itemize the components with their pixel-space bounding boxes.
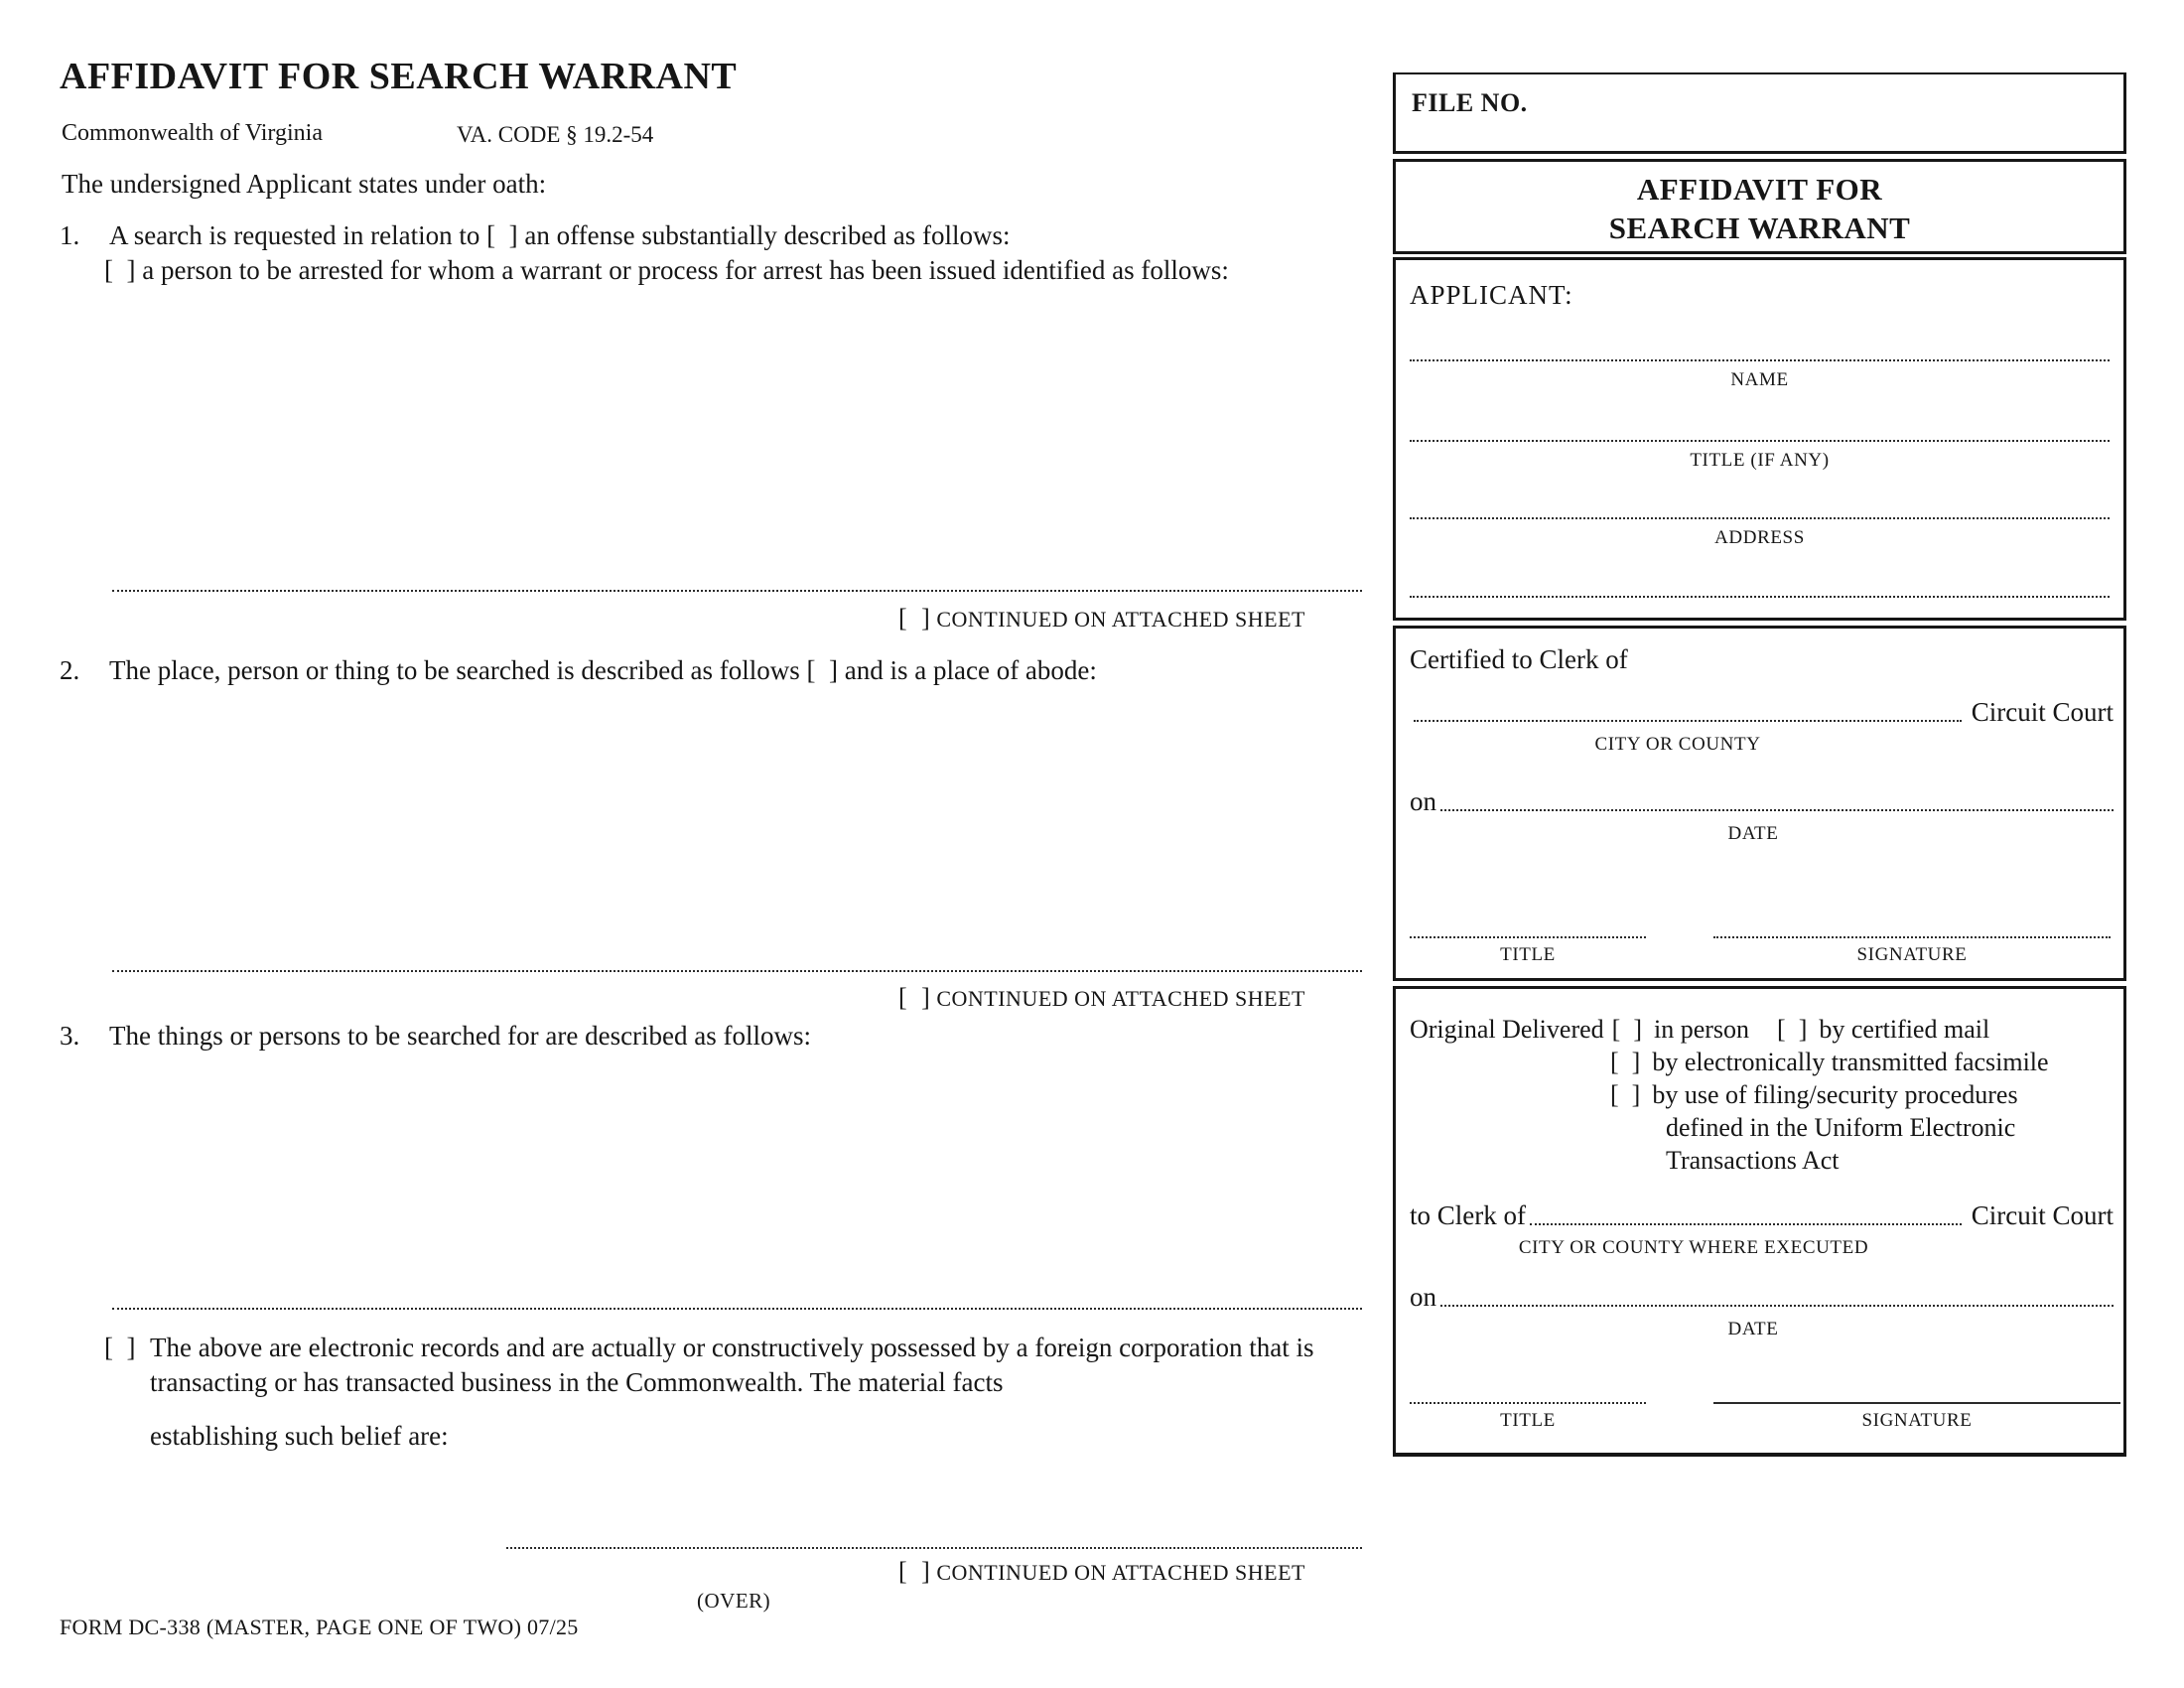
panel-title-line2: SEARCH WARRANT — [1608, 211, 1911, 245]
date-label-2: DATE — [1727, 1319, 1779, 1339]
checkbox-facsimile[interactable]: [ ] — [1610, 1048, 1641, 1076]
certified-box — [1393, 626, 2126, 981]
delivered-court-row — [1410, 1197, 2114, 1231]
checkbox-offense[interactable]: [ ] — [486, 220, 518, 250]
in-person-label: in person — [1653, 1015, 1750, 1044]
item-1 — [60, 218, 1390, 288]
form-number-label: FORM DC-338 (MASTER, PAGE ONE OF TWO) 07/25 — [60, 1615, 579, 1639]
file-no-box — [1393, 72, 2126, 154]
certified-date-field[interactable] — [1440, 783, 2114, 811]
delivered-box — [1393, 986, 2126, 1457]
panel-title-line1: AFFIDAVIT FOR — [1636, 172, 1883, 207]
continued-label: CONTINUED ON ATTACHED SHEET — [936, 607, 1305, 632]
certified-date-row — [1410, 783, 2114, 817]
applicant-name-label: NAME — [1730, 369, 1789, 390]
signature-label: SIGNATURE — [1856, 944, 1968, 965]
checkbox-filing-procedures[interactable]: [ ] — [1610, 1080, 1641, 1109]
item-2-text-cont: and is a place of abode: — [844, 655, 1097, 685]
panel-title — [1396, 170, 2123, 247]
page-title: AFFIDAVIT FOR SEARCH WARRANT — [60, 56, 738, 97]
certified-city-county-field[interactable] — [1414, 694, 1962, 722]
search-place-description-field[interactable] — [112, 970, 1362, 972]
item-2-text: The place, person or thing to be searched is described as follows — [109, 655, 800, 685]
continued-on-attached-sheet-1 — [898, 604, 1305, 633]
applicant-name-field[interactable] — [1410, 359, 2110, 361]
checkbox-continued-1[interactable]: [ ] — [898, 604, 931, 633]
checkbox-certified-mail[interactable]: [ ] — [1777, 1015, 1808, 1044]
delivery-options — [1410, 1013, 2119, 1177]
code-reference-label: VA. CODE § 19.2-54 — [457, 122, 654, 147]
delivered-title-field[interactable] — [1410, 1402, 1646, 1404]
executed-city-county-field[interactable] — [1530, 1197, 1962, 1225]
applicant-title-field[interactable] — [1410, 440, 2110, 442]
continued-on-attached-sheet-2 — [898, 983, 1305, 1013]
item-1-line2-text: a person to be arrested for whom a warrant or process for arrest has been issued identified as follows: — [142, 255, 1229, 285]
certified-heading: Certified to Clerk of — [1410, 644, 1628, 674]
electronic-records-text-cont: establishing such belief are: — [150, 1421, 449, 1451]
offense-description-field[interactable] — [112, 590, 1362, 592]
to-clerk-label: to Clerk of — [1410, 1200, 1526, 1230]
applicant-address2-field[interactable] — [1410, 596, 2110, 598]
filing-procedures-label-cont2: Transactions Act — [1666, 1146, 1840, 1175]
title-label-2: TITLE — [1500, 1410, 1556, 1431]
applicant-title-label: TITLE (IF ANY) — [1690, 450, 1830, 471]
file-no-label: FILE NO. — [1412, 88, 1528, 117]
city-or-county-label: CITY OR COUNTY — [1594, 734, 1761, 755]
item-1-text-cont: an offense substantially described as follows: — [524, 220, 1011, 250]
checkbox-electronic-records[interactable]: [ ] — [104, 1333, 136, 1362]
certified-mail-label: by certified mail — [1819, 1015, 1990, 1044]
continued-label: CONTINUED ON ATTACHED SHEET — [936, 986, 1305, 1011]
checkbox-continued-2[interactable]: [ ] — [898, 983, 931, 1012]
item-2 — [60, 653, 1390, 688]
applicant-address-field[interactable] — [1410, 517, 2110, 519]
electronic-records-clause — [104, 1331, 1385, 1454]
delivered-heading: Original Delivered — [1410, 1015, 1604, 1044]
item-3-number: 3. — [60, 1021, 80, 1051]
circuit-court-label: Circuit Court — [1971, 697, 2114, 727]
signature-label-2: SIGNATURE — [1861, 1410, 1973, 1431]
city-executed-label: CITY OR COUNTY WHERE EXECUTED — [1518, 1237, 1869, 1258]
continued-on-attached-sheet-3 — [898, 1557, 1305, 1587]
applicant-box — [1393, 257, 2126, 621]
item-2-number: 2. — [60, 655, 80, 685]
over-label: (OVER) — [697, 1589, 771, 1613]
title-label: TITLE — [1500, 944, 1556, 965]
delivered-date-field[interactable] — [1440, 1279, 2114, 1307]
continued-label: CONTINUED ON ATTACHED SHEET — [936, 1560, 1305, 1585]
filing-procedures-label-cont: defined in the Uniform Electronic — [1666, 1113, 2016, 1142]
applicant-address-label: ADDRESS — [1714, 527, 1805, 548]
checkbox-person-arrest[interactable]: [ ] — [104, 255, 136, 285]
checkbox-place-of-abode[interactable]: [ ] — [806, 655, 839, 685]
on-label-2: on — [1410, 1282, 1436, 1312]
checkbox-in-person[interactable]: [ ] — [1611, 1015, 1642, 1044]
applicant-label: APPLICANT: — [1410, 280, 1573, 310]
circuit-court-label-2: Circuit Court — [1971, 1200, 2114, 1230]
certified-court-row — [1410, 694, 2114, 728]
checkbox-continued-3[interactable]: [ ] — [898, 1557, 931, 1586]
things-persons-description-field[interactable] — [112, 1308, 1362, 1310]
delivered-signature-line[interactable] — [1713, 1402, 2120, 1404]
on-label: on — [1410, 786, 1436, 816]
facsimile-label: by electronically transmitted facsimile — [1652, 1048, 2049, 1076]
electronic-records-text: The above are electronic records and are actually or constructively possessed by a foreign corporation that is transacting or has transacted business in the Commonwealth. The material facts — [150, 1333, 1314, 1397]
item-3 — [60, 1019, 1390, 1054]
oath-statement: The undersigned Applicant states under oath: — [62, 169, 547, 199]
certified-signature-field[interactable] — [1713, 936, 2111, 938]
item-1-text: A search is requested in relation to — [109, 220, 480, 250]
item-3-text: The things or persons to be searched for are described as follows: — [109, 1021, 812, 1051]
jurisdiction-label: Commonwealth of Virginia — [62, 120, 323, 146]
certified-title-field[interactable] — [1410, 936, 1646, 938]
material-facts-field[interactable] — [506, 1547, 1362, 1549]
delivered-date-row — [1410, 1279, 2114, 1313]
date-label: DATE — [1727, 823, 1779, 844]
item-1-number: 1. — [60, 220, 80, 250]
filing-procedures-label: by use of filing/security procedures — [1652, 1080, 2018, 1109]
panel-title-box — [1393, 159, 2126, 254]
